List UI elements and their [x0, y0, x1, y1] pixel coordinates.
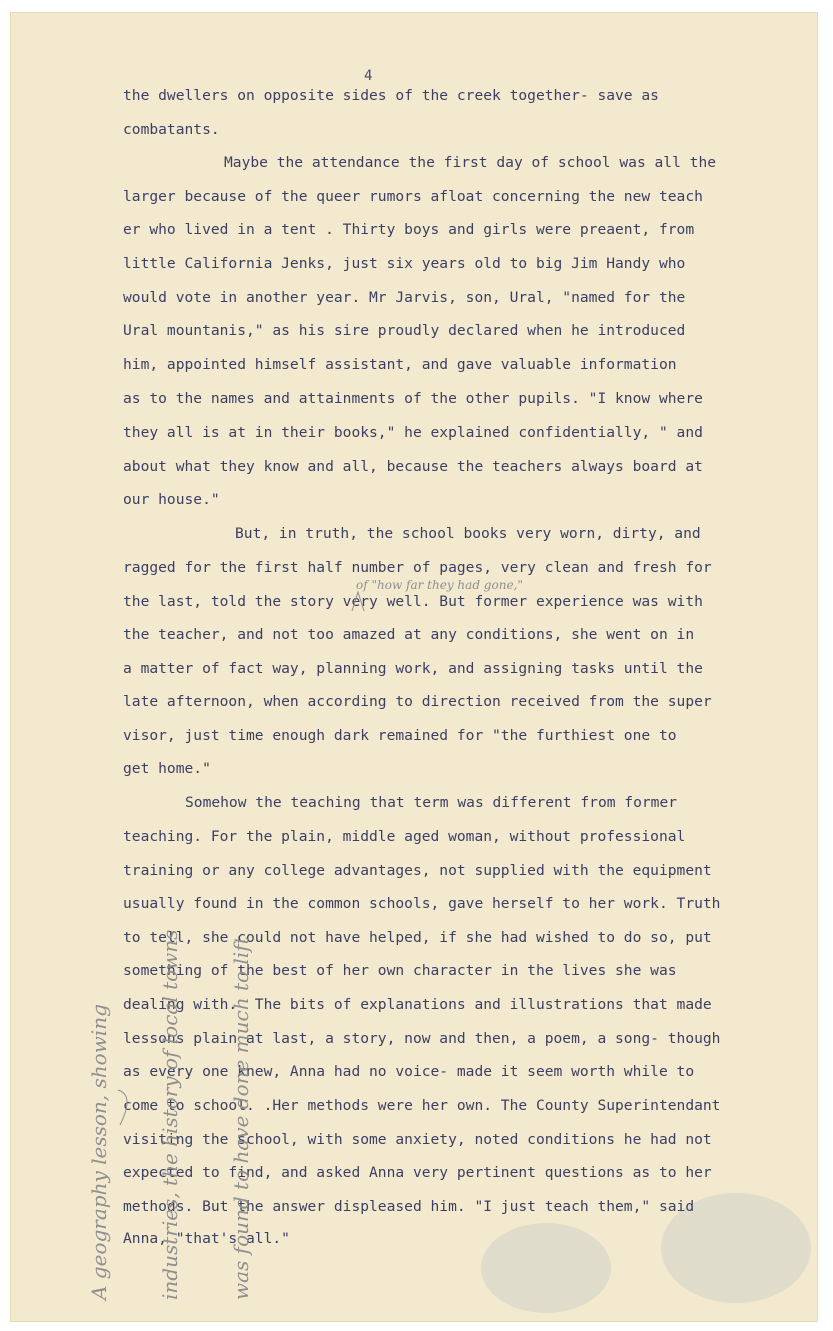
text-line: about what they know and all, because the teachers always board at: [123, 458, 703, 475]
page-number: 4: [364, 68, 373, 84]
text-line: the teacher, and not too amazed at any conditions, she went on in: [123, 626, 695, 643]
text-line: visor, just time enough dark remained for "the furthiest one to: [123, 727, 677, 744]
handwritten-margin-note: [40, 930, 277, 1300]
text-line: little California Jenks, just six years old to big Jim Handy who: [123, 255, 686, 272]
text-line: teaching. For the plain, middle aged woman, without professional: [123, 828, 686, 845]
margin-note-line: A geography lesson, showing: [87, 1004, 111, 1300]
text-line: they all is at in their books," he explained confidentially, " and: [123, 424, 703, 441]
text-line: methods. But the answer displeased him. "I just teach them," said: [123, 1198, 695, 1215]
text-line: the dwellers on opposite sides of the creek together- save as: [123, 87, 659, 104]
margin-note-line: industries, the history of local towns: [158, 929, 182, 1300]
margin-note-line: was found to have done much to lift: [229, 936, 253, 1300]
text-line: as to the names and attainments of the other pupils. "I know where: [123, 390, 703, 407]
text-line: a matter of fact way, planning work, and assigning tasks until the: [123, 660, 703, 677]
text-line: But, in truth, the school books very worn, dirty, and: [235, 525, 701, 542]
text-line: combatants.: [123, 121, 220, 138]
text-line: ragged for the first half number of pages, very clean and fresh for: [123, 559, 712, 576]
text-line: would vote in another year. Mr Jarvis, son, Ural, "named for the: [123, 289, 686, 306]
text-line: visiting the school, with some anxiety, noted conditions he had not: [123, 1131, 712, 1148]
text-line: er who lived in a tent . Thirty boys and girls were preaent, from: [123, 221, 695, 238]
text-line: come to school. .Her methods were her own. The County Superintendant: [123, 1097, 721, 1114]
text-line: to tell, she could not have helped, if she had wished to do so, put: [123, 929, 712, 946]
text-line: larger because of the queer rumors afloat concerning the new teach: [123, 188, 703, 205]
text-line: late afternoon, when according to direction received from the super: [123, 693, 712, 710]
text-line: lessons plain at last, a story, now and then, a poem, a song- though: [123, 1030, 721, 1047]
text-line: our house.": [123, 491, 220, 508]
text-line: Somehow the teaching that term was different from former: [185, 794, 678, 811]
text-line: get home.": [123, 760, 211, 777]
text-line: something of the best of her own character in the lives she was: [123, 962, 677, 979]
text-line: as every one knew, Anna had no voice- made it seem worth while to: [123, 1063, 695, 1080]
text-line: Ural mountanis," as his sire proudly declared when he introduced: [123, 322, 686, 339]
handwritten-interlinear-note: of "how far they had gone,": [356, 578, 523, 592]
text-line: expected to find, and asked Anna very pertinent questions as to her: [123, 1164, 712, 1181]
text-line: Maybe the attendance the first day of school was all the: [224, 154, 717, 171]
text-line: training or any college advantages, not supplied with the equipment: [123, 862, 712, 879]
text-line: Anna, "that's all.": [123, 1230, 290, 1247]
text-line: the last, told the story very well. But former experience was with: [123, 593, 703, 610]
text-line: usually found in the common schools, gave herself to her work. Truth: [123, 895, 721, 912]
text-line: dealing with. The bits of explanations and illustrations that made: [123, 996, 712, 1013]
text-line: him, appointed himself assistant, and gave valuable information: [123, 356, 677, 373]
